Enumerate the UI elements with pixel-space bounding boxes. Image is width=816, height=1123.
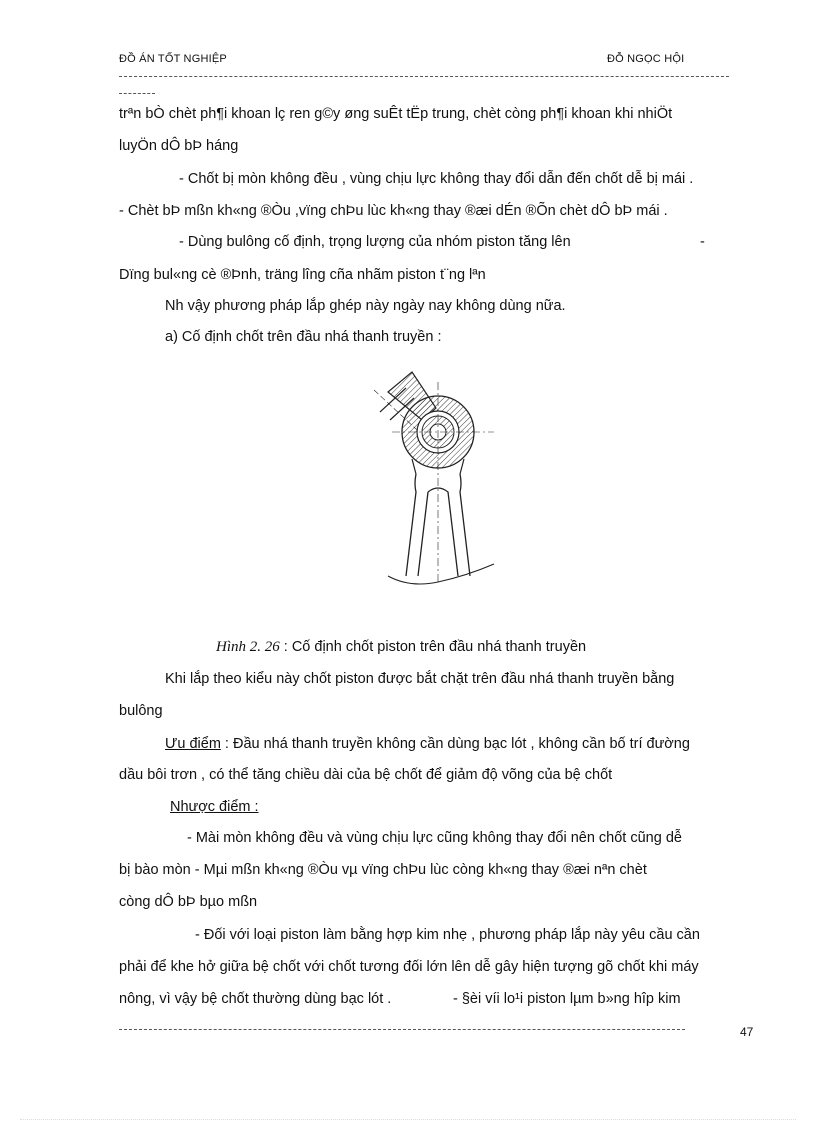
text-line-4: - Chèt bÞ mßn kh«ng ®Òu ,vïng chÞu lùc kh«ng thay ®æi dÉn ®Õn chèt dÔ bÞ mái . [119, 203, 668, 219]
header-rule [119, 76, 729, 77]
figure-caption-text: : Cố định chốt piston trên đầu nhá thanh truyền [279, 639, 587, 655]
text-line-6: Dïng bul«ng cè ®Þnh, träng lîng cña nhãm piston t¨ng lªn [119, 267, 486, 283]
advantages-text: : Đầu nhá thanh truyền không cần dùng bạc lót , không cần bố trí đường [220, 736, 690, 752]
text-line-17-tail: - §èi víi lo¹i piston lµm b»ng hîp kim [453, 991, 681, 1007]
figure-caption-label: Hình 2. 26 [216, 639, 280, 655]
header-left-title: ĐỒ ÁN TỐT NGHIỆP [119, 53, 227, 65]
text-line-11: dầu bôi trơn , có thể tăng chiều dài của bệ chốt để giảm độ võng của bệ chốt [119, 767, 613, 783]
text-line-5: - Dùng bulông cố định, trọng lượng của nhóm piston tăng lên [179, 234, 571, 250]
text-line-10: bulông [119, 703, 163, 719]
text-line-2: luyÖn dÔ bÞ háng [119, 138, 239, 154]
footer-rule [119, 1029, 685, 1030]
figure-caption [216, 638, 586, 656]
page-edge-divider [20, 1119, 796, 1120]
connecting-rod-figure [370, 364, 500, 588]
text-line-13: bị bào mòn - Mµi mßn kh«ng ®Òu vµ vïng chÞu lùc còng kh«ng thay ®æi nªn chèt [119, 862, 647, 878]
text-line-1: trªn bÒ chèt ph¶i khoan lç ren g©y øng suÊt tËp trung, chèt còng ph¶i khoan khi nhiÖt [119, 106, 673, 122]
advantages-heading: Ưu điểm [165, 736, 221, 752]
text-line-9: Khi lắp theo kiểu này chốt piston được bắt chặt trên đầu nhá thanh truyền bằng [165, 671, 675, 687]
text-line-17: nông, vì vậy bệ chốt thường dùng bạc lót . [119, 991, 392, 1007]
page-number: 47 [740, 1025, 754, 1039]
disadvantages-heading: Nhược điểm : [170, 799, 259, 815]
text-line-5-dash: - [700, 234, 705, 250]
header-author: ĐỖ NGỌC HỘI [607, 53, 685, 65]
advantages-line [165, 735, 690, 753]
text-line-3: - Chốt bị mòn không đều , vùng chịu lực không thay đổi dẫn đến chốt dễ bị mái . [179, 171, 694, 187]
text-line-8: a) Cố định chốt trên đầu nhá thanh truyền : [165, 329, 442, 345]
text-line-16: phải để khe hở giữa bệ chốt với chốt tương đối lớn lên dễ gây hiện tượng gõ chốt khi máy [119, 959, 699, 975]
text-line-14: còng dÔ bÞ bµo mßn [119, 894, 258, 910]
text-line-12: - Mài mòn không đều và vùng chịu lực cũng không thay đổi nên chốt cũng dễ [187, 830, 682, 846]
text-line-7: Nh vậy phương pháp lắp ghép này ngày nay không dùng nữa. [165, 298, 566, 314]
header-rule-tail [119, 93, 155, 94]
text-line-15: - Đối với loại piston làm bằng hợp kim nhẹ , phương pháp lắp này yêu cầu cần [195, 927, 700, 943]
